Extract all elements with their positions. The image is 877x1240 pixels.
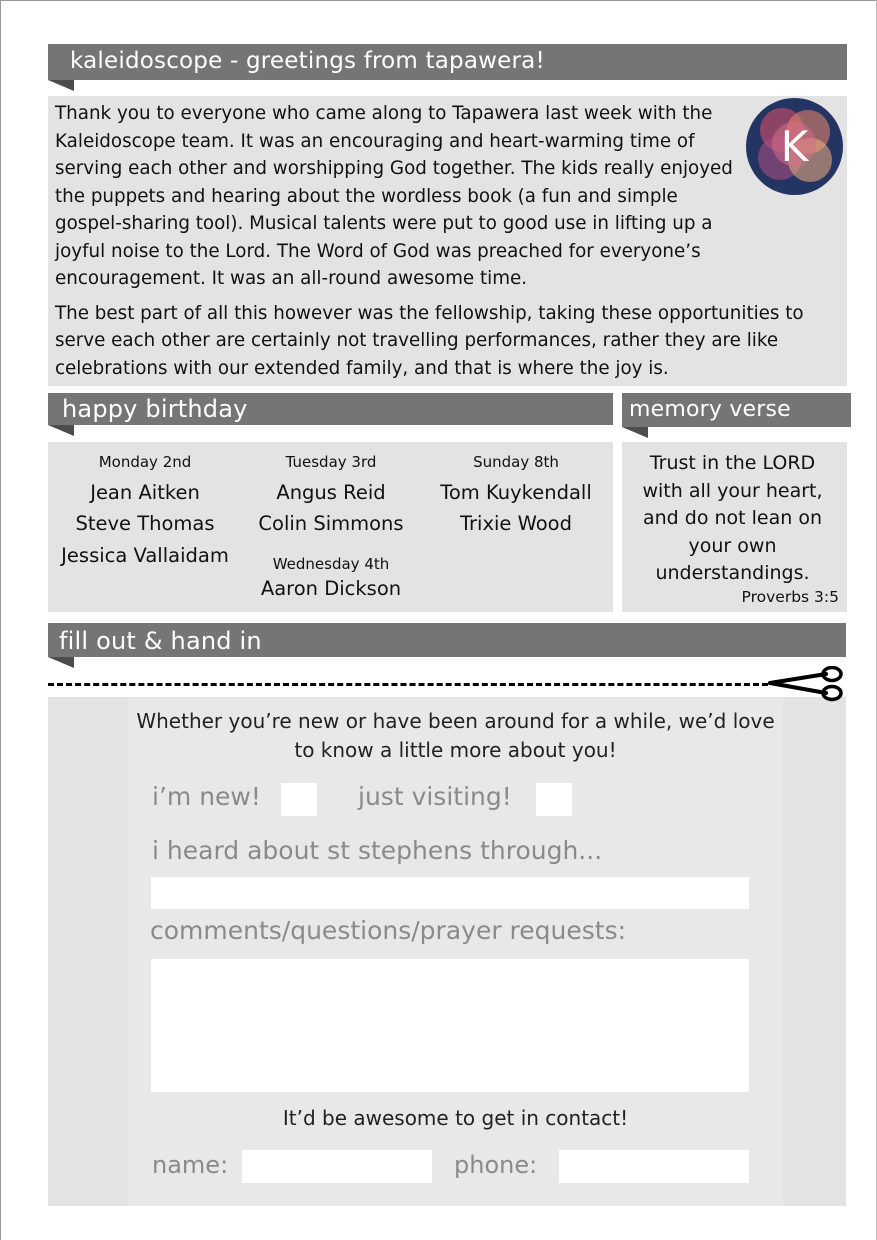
kaleidoscope-banner [48, 44, 847, 80]
scissors-icon [768, 666, 846, 702]
birthday-name: Steve Thomas [75, 512, 215, 535]
name-input[interactable] [242, 1150, 432, 1183]
cut-line [48, 683, 768, 686]
birthday-name: Jean Aitken [90, 481, 200, 504]
birthday-day-label: Monday 2nd [98, 453, 192, 471]
new-checkbox[interactable] [281, 783, 317, 816]
birthday-day-label: Tuesday 3rd [285, 453, 377, 471]
memory-verse-text: Trust in the LORD with all your heart, and do not lean on your own understandings. [642, 452, 823, 584]
birthday-name: Trixie Wood [459, 512, 572, 535]
comments-textarea[interactable] [151, 959, 749, 1092]
birthday-name: Jessica Vallaidam [61, 544, 229, 567]
comments-label: comments/questions/prayer requests: [150, 916, 627, 945]
visiting-label: just visiting! [358, 782, 512, 811]
birthday-day-tuesday [236, 451, 426, 539]
birthday-day-wednesday [236, 553, 426, 604]
birthday-banner [48, 393, 613, 425]
banner-fold [622, 427, 648, 438]
form-title: fill out & hand in [59, 627, 262, 655]
birthday-day-sunday [421, 451, 611, 539]
birthday-name: Aaron Dickson [260, 577, 402, 600]
banner-fold [48, 80, 74, 91]
phone-label: phone: [454, 1151, 538, 1179]
phone-input[interactable] [559, 1150, 749, 1183]
memory-verse-title: memory verse [629, 397, 791, 422]
memory-verse-reference: Proverbs 3:5 [741, 588, 839, 606]
form-intro: Whether you’re new or have been around for a while, we’d love to know a little more about you! [136, 709, 775, 762]
kaleidoscope-text [55, 100, 837, 389]
visiting-checkbox[interactable] [536, 783, 572, 816]
new-label: i’m new! [152, 782, 261, 811]
birthday-name: Colin Simmons [258, 512, 404, 535]
birthday-day-monday [50, 451, 240, 571]
kaleidoscope-paragraph-1: Thank you to everyone who came along to Tapawera last week with the Kaleidoscope team. It was an encouraging and heart-warming time of serving each other and worshipping God together. The kids really enjoyed the puppets and hearing about the wordless book (a fun and simple gospel-sharing tool). Musical talents were put to good use in lifting up a joyful noise to the Lord. The Word of God was preached for everyone’s encouragement. It was an all-round awesome time. [55, 103, 733, 289]
banner-fold [48, 657, 74, 668]
contact-text: It’d be awesome to get in contact! [282, 1106, 629, 1130]
name-label: name: [152, 1151, 229, 1179]
memory-verse-banner [622, 393, 851, 427]
banner-fold [48, 425, 74, 436]
kaleidoscope-paragraph-2: The best part of all this however was the fellowship, taking these opportunities to serve each other are certainly not travelling performances, rather they are like celebrations with our extended family, and that is where the joy is. [55, 302, 804, 379]
birthday-day-label: Wednesday 4th [272, 555, 390, 573]
form-banner [48, 623, 846, 657]
birthday-name: Tom Kuykendall [440, 481, 592, 504]
heard-label: i heard about st stephens through... [152, 836, 603, 865]
heard-input[interactable] [151, 877, 749, 909]
kaleidoscope-title: kaleidoscope - greetings from tapawera! [70, 48, 545, 74]
logo-letter: K [780, 122, 809, 171]
kaleidoscope-logo-icon [746, 98, 843, 195]
birthday-day-label: Sunday 8th [473, 453, 559, 471]
birthday-title: happy birthday [62, 395, 248, 423]
birthday-name: Angus Reid [276, 481, 386, 504]
